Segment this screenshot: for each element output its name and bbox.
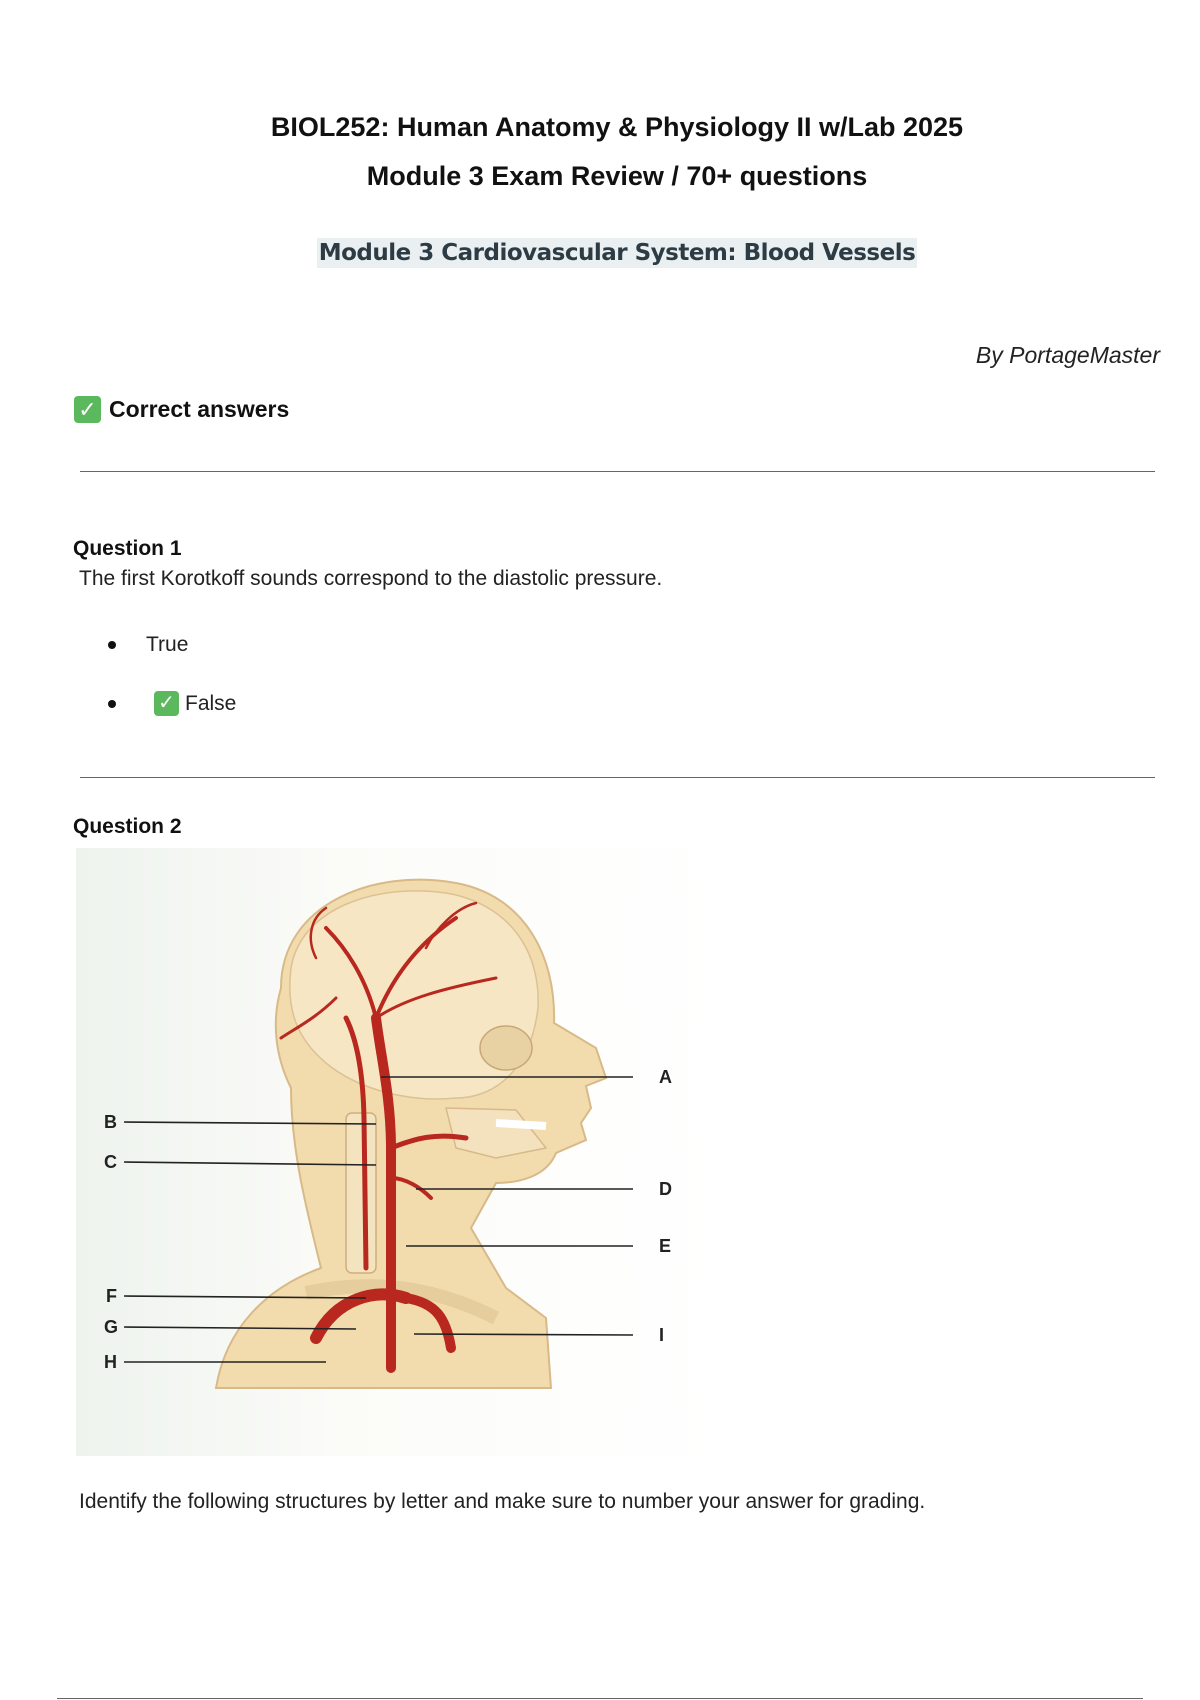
- figure-label-d: D: [659, 1179, 672, 1199]
- document-title: BIOL252: Human Anatomy & Physiology II w/Lab 2025: [270, 112, 964, 142]
- figure-label-g: G: [104, 1317, 119, 1337]
- figure-label-b: B: [104, 1112, 117, 1132]
- author-byline: By PortageMaster: [975, 342, 1160, 368]
- check-mark-icon: ✓: [74, 396, 101, 423]
- document-subtitle: Module 3 Exam Review / 70+ questions: [366, 161, 868, 191]
- figure-label-i: I: [659, 1325, 665, 1345]
- question-2-text: Identify the following structures by letter and make sure to number your answer for grading.: [79, 1490, 926, 1513]
- question-2-heading: Question 2: [73, 815, 182, 838]
- option-true: [108, 615, 236, 674]
- legend-label: Correct answers: [109, 396, 290, 422]
- option-false: [108, 674, 236, 733]
- figure-label-c: C: [104, 1152, 117, 1172]
- question-1-text: The first Korotkoff sounds correspond to the diastolic pressure.: [79, 567, 663, 590]
- divider: [80, 471, 1155, 472]
- module-heading: Module 3 Cardiovascular System: Blood Vessels: [318, 240, 916, 266]
- check-mark-icon: ✓: [154, 691, 179, 716]
- page-bottom-divider: [57, 1698, 1143, 1699]
- answer-legend: [74, 396, 289, 423]
- figure-label-a: A: [659, 1067, 672, 1087]
- bullet-icon: [108, 700, 116, 708]
- option-label: True: [146, 632, 189, 656]
- head-neck-arteries-figure: [76, 848, 719, 1456]
- bullet-icon: [108, 641, 116, 649]
- option-label: False: [185, 691, 237, 715]
- question-1-options: [108, 615, 236, 733]
- figure-label-e: E: [659, 1236, 672, 1256]
- question-1-heading: Question 1: [73, 537, 182, 560]
- module-heading-container: [0, 238, 1200, 268]
- divider: [80, 777, 1155, 778]
- figure-label-f: F: [106, 1286, 117, 1306]
- figure-label-h: H: [104, 1352, 117, 1372]
